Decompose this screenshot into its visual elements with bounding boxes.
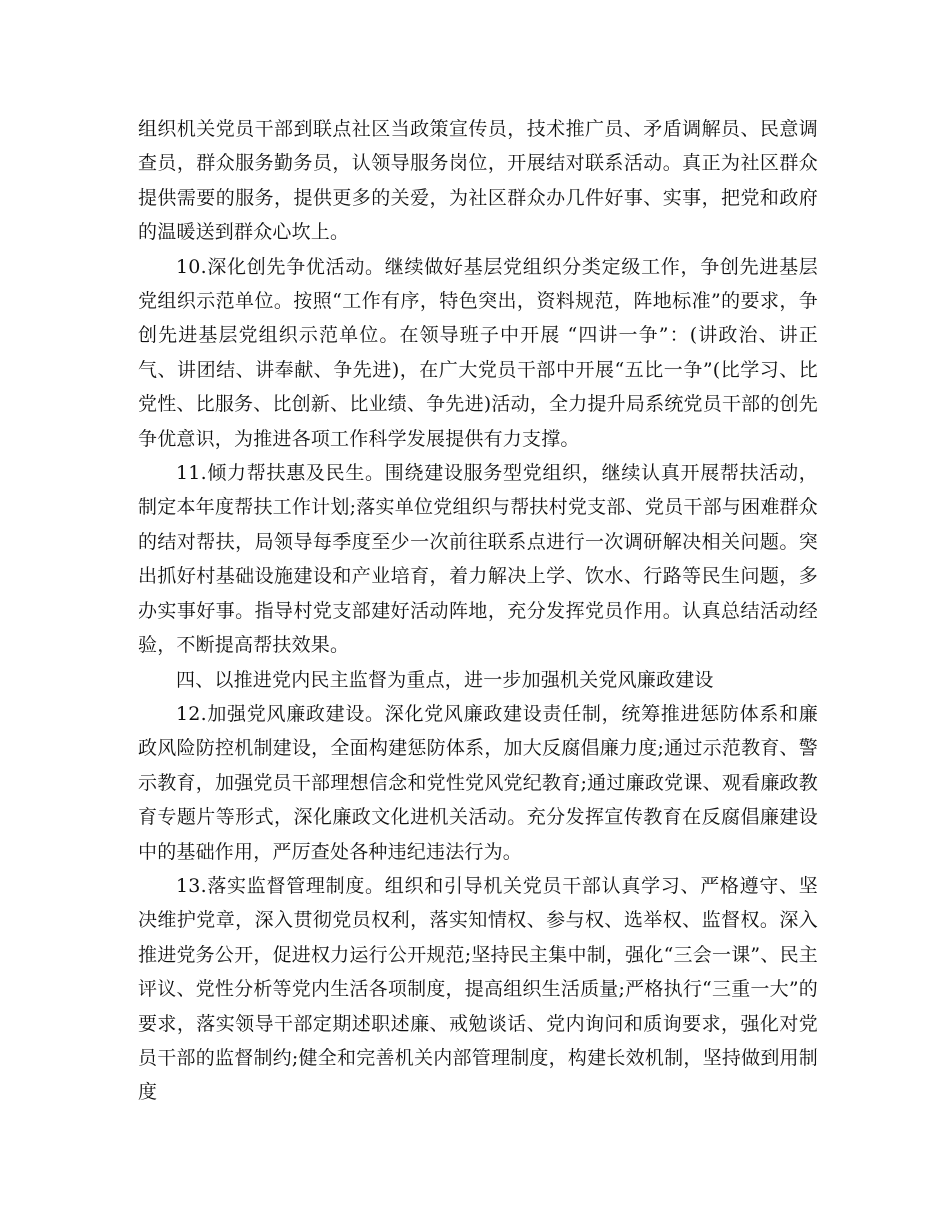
paragraph-continuation: 组织机关党员干部到联点社区当政策宣传员，技术推广员、矛盾调解员、民意调查员，群众服务勤务员，认领导服务岗位，开展结对联系活动。真正为社区群众提供需要的服务，提供更多的关爱，为社区群众办几件好事、实事，把党和政府的温暖送到群众心坎上。 xyxy=(138,118,818,244)
paragraph-item-12: 12.加强党风廉政建设。深化党风廉政建设责任制，统筹推进惩防体系和廉政风险防控机制建设，全面构建惩防体系，加大反腐倡廉力度;通过示范教育、警示教育，加强党员干部理想信念和党性党风党纪教育;通过廉政党课、观看廉政教育专题片等形式，深化廉政文化进机关活动。充分发挥宣传教育在反腐倡廉建设中的基础作用，严厉查处各种违纪违法行为。 xyxy=(138,702,818,863)
section-heading-4: 四、以推进党内民主监督为重点，进一步加强机关党风廉政建设 xyxy=(176,668,714,691)
paragraph-item-13: 13.落实监督管理制度。组织和引导机关党员干部认真学习、严格遵守、坚决维护党章，深入贯彻党员权利，落实知情权、参与权、选举权、监督权。深入推进党务公开，促进权力运行公开规范;坚持民主集中制，强化“三会一课”、民主评议、党性分析等党内生活各项制度，提高组织生活质量;严格执行“三重一大”的要求，落实领导干部定期述职述廉、戒勉谈话、党内询问和质询要求，强化对党员干部的监督制约;健全和完善机关内部管理制度，构建长效机制，坚持做到用制度 xyxy=(138,874,818,1104)
document-body xyxy=(138,112,818,1110)
paragraph-item-10: 10.深化创先争优活动。继续做好基层党组织分类定级工作，争创先进基层党组织示范单位。按照“工作有序，特色突出，资料规范，阵地标准”的要求，争创先进基层党组织示范单位。在领导班子中开展 “四讲一争”：(讲政治、讲正气、讲团结、讲奉献、争先进)，在广大党员干部中开展“五比一争”(比学习、比党性、比服务、比创新、比业绩、争先进)活动，全力提升局系统党员干部的创先争优意识，为推进各项工作科学发展提供有力支撑。 xyxy=(138,255,818,450)
paragraph-item-11: 11.倾力帮扶惠及民生。围绕建设服务型党组织，继续认真开展帮扶活动，制定本年度帮扶工作计划;落实单位党组织与帮扶村党支部、党员干部与困难群众的结对帮扶，局领导每季度至少一次前往联系点进行一次调研解决相关问题。突出抓好村基础设施建设和产业培育，着力解决上学、饮水、行路等民生问题，多办实事好事。指导村党支部建好活动阵地，充分发挥党员作用。认真总结活动经验，不断提高帮扶效果。 xyxy=(138,462,818,657)
